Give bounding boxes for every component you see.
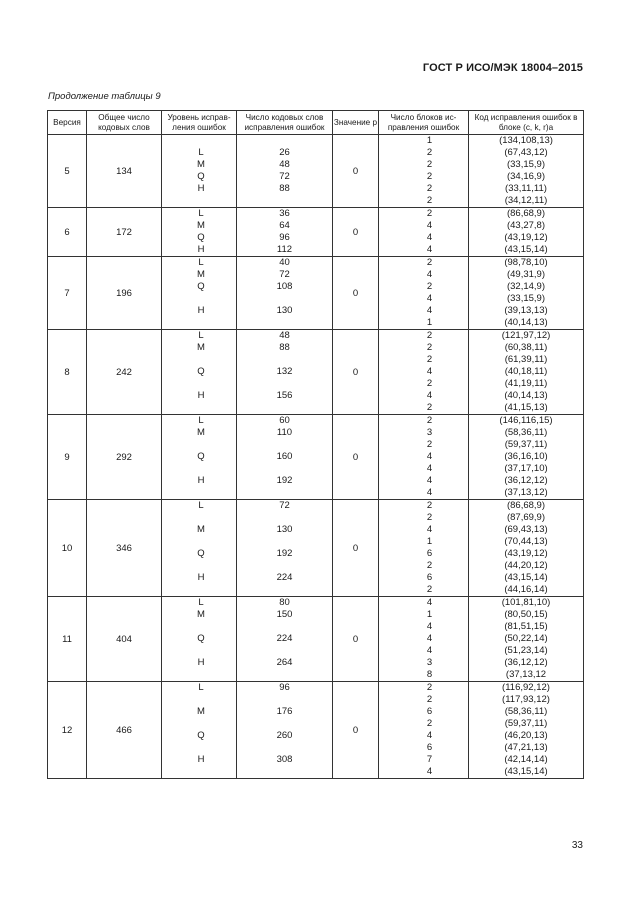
ec-level-cell-line: L [198,500,204,511]
block-code-cell [469,500,584,597]
block-code-cell-line: (47,21,13) [504,742,548,753]
block-code-cell-line: (41,15,13) [504,402,548,413]
block-code-cell-line: (59,37,11) [504,718,548,729]
block-code-cell-line: (134,108,13) [499,135,553,146]
p-value-cell: 0 [333,208,379,257]
ec-level-cell-line [166,694,236,706]
p-value-cell: 0 [333,682,379,779]
ec-level-cell-line: M [197,342,205,353]
block-code-cell [469,415,584,500]
block-count-cell-line: 1 [426,609,433,620]
block-code-cell [469,597,584,682]
ec-codewords-cell-line: 88 [279,342,290,353]
ec-level-cell-line: L [198,147,204,158]
block-code-cell-line: (87,69,9) [506,512,546,523]
ec-level-cell-line [166,439,236,451]
block-code-cell-line: (61,39,11) [504,354,548,365]
ec-codewords-cell-line: 72 [279,500,290,511]
block-count-cell [379,257,469,330]
version-cell: 8 [48,330,87,415]
block-code-cell-line: (81,51,15) [504,621,548,632]
block-code-cell-line: (43,15,14) [504,572,548,583]
ec-codewords-cell-line [237,463,332,475]
ec-level-cell-line: M [197,159,205,170]
ec-codewords-cell-line: 192 [276,475,293,486]
block-code-cell-line: (36,16,10) [504,451,548,462]
block-code-cell-line: (36,12,12) [504,657,548,668]
table-row [48,682,584,779]
block-code-cell-line: (43,15,14) [504,244,548,255]
ec-codewords-cell-line [237,135,332,147]
ec-codewords-cell-line: 130 [276,524,293,535]
ec-codewords-cell-line: 224 [276,633,293,644]
block-code-cell-line: (86,68,9) [506,500,546,511]
ec-level-cell-line [166,354,236,366]
block-count-cell-line: 4 [426,220,433,231]
table-caption: Продолжение таблицы 9 [48,91,161,102]
ec-level-cell-line [166,560,236,572]
ec-codewords-cell-line: 36 [279,208,290,219]
ec-codewords-cell-line [237,560,332,572]
block-count-cell [379,415,469,500]
block-code-cell-line: (33,15,9) [506,293,546,304]
table-row [48,208,584,257]
block-code-cell-line: (43,15,14) [504,766,548,777]
block-count-cell-line: 2 [426,500,433,511]
ec-codewords-cell [237,415,333,500]
block-code-cell-line: (36,12,12) [504,475,548,486]
block-count-cell-line: 3 [426,427,433,438]
ec-level-cell [162,597,237,682]
ec-level-cell-line [166,584,236,596]
block-count-cell-line: 2 [426,584,433,595]
ec-codewords-cell [237,682,333,779]
block-count-cell [379,597,469,682]
ec-codewords-cell-line [237,669,332,681]
ec-codewords-cell-line [237,317,332,329]
ec-level-cell-line: Q [197,548,205,559]
ec-level-cell-line: M [197,220,205,231]
block-code-cell-line: (49,31,9) [506,269,546,280]
ec-level-cell-line [166,766,236,778]
ec-codewords-cell-line: 48 [279,159,290,170]
table-row [48,257,584,330]
ec-level-cell-line: H [197,244,205,255]
block-count-cell [379,682,469,779]
ec-codewords-cell-line [237,378,332,390]
block-count-cell-line: 6 [426,548,433,559]
p-value-cell: 0 [333,330,379,415]
ec-level-cell-line: Q [197,232,205,243]
ec-level-cell-line: L [198,415,204,426]
block-code-cell-line: (44,16,14) [504,584,548,595]
block-code-cell-line: (40,18,11) [504,366,548,377]
block-code-cell-line: (58,36,11) [504,427,548,438]
p-value-cell: 0 [333,597,379,682]
block-count-cell-line: 2 [426,342,433,353]
ec-level-cell-line [166,669,236,681]
table-row [48,135,584,208]
ec-level-cell-line [166,463,236,475]
block-count-cell-line: 2 [426,208,433,219]
block-count-cell-line: 2 [426,415,433,426]
block-count-cell-line: 2 [426,378,433,389]
ec-codewords-cell-line: 40 [279,257,290,268]
p-value-cell: 0 [333,500,379,597]
block-count-cell-line: 1 [426,317,433,328]
ec-codewords-cell [237,597,333,682]
block-code-cell-line: (37,13,12) [504,487,548,498]
block-code-cell-line: (40,14,13) [504,390,548,401]
block-count-cell-line: 6 [426,572,433,583]
block-count-cell-line: 2 [426,257,433,268]
version-cell: 10 [48,500,87,597]
ec-level-cell-line: M [197,524,205,535]
ec-level-cell [162,257,237,330]
block-count-cell-line: 4 [426,366,433,377]
block-count-cell-line: 2 [426,147,433,158]
version-cell: 11 [48,597,87,682]
block-code-cell-line: (60,38,11) [504,342,548,353]
ec-level-cell-line [166,317,236,329]
block-count-cell-line: 4 [426,597,433,608]
block-code-cell-line: (34,16,9) [506,171,546,182]
ec-table [47,110,584,779]
ec-level-cell-line: L [198,208,204,219]
ec-codewords-cell-line: 72 [279,269,290,280]
ec-level-cell-line: Q [197,451,205,462]
ec-codewords-cell-line: 48 [279,330,290,341]
block-code-cell-line: (101,81,10) [501,597,551,608]
ec-codewords-cell-line: 72 [279,171,290,182]
block-code-cell-line: (50,22,14) [504,633,548,644]
ec-codewords-cell-line [237,487,332,499]
block-count-cell [379,208,469,257]
block-code-cell-line: (43,27,8) [506,220,546,231]
ec-level-cell-line: H [197,183,205,194]
ec-codewords-cell [237,500,333,597]
ec-codewords-cell-line [237,512,332,524]
block-code-cell-line: (39,13,13) [504,305,548,316]
ec-codewords-cell [237,330,333,415]
ec-level-cell-line: Q [197,633,205,644]
ec-codewords-cell-line [237,718,332,730]
version-cell: 12 [48,682,87,779]
block-code-cell-line: (116,92,12) [502,682,550,693]
version-cell: 5 [48,135,87,208]
block-count-cell-line: 4 [426,232,433,243]
block-count-cell-line: 2 [426,512,433,523]
block-code-cell [469,208,584,257]
ec-codewords-cell-line: 192 [276,548,293,559]
block-count-cell-line: 2 [426,354,433,365]
block-code-cell-line: (80,50,15) [504,609,548,620]
ec-level-cell-line: M [197,427,205,438]
ec-codewords-cell-line: 96 [279,232,290,243]
ec-level-cell-line: H [197,305,205,316]
ec-codewords-cell [237,135,333,208]
col-header-ec-level: Уровень исправления ошибок [162,111,237,135]
block-count-cell [379,135,469,208]
block-count-cell-line: 3 [426,657,433,668]
ec-level-cell-line: L [198,682,204,693]
col-header-total-codewords: Общее число кодовых слов [87,111,162,135]
block-count-cell-line: 8 [426,669,433,680]
block-code-cell-line: (121,97,12) [501,330,551,341]
ec-level-cell-line: Q [197,281,205,292]
block-count-cell-line: 2 [426,183,433,194]
block-code-cell-line: (86,68,9) [506,208,546,219]
block-count-cell-line: 2 [426,718,433,729]
ec-level-cell [162,415,237,500]
block-count-cell [379,330,469,415]
ec-level-cell-line: H [197,475,205,486]
ec-level-cell-line [166,293,236,305]
ec-codewords-cell-line [237,536,332,548]
total-codewords-cell: 404 [87,597,162,682]
ec-codewords-cell-line [237,439,332,451]
block-count-cell-line: 1 [426,536,433,547]
block-count-cell-line: 4 [426,269,433,280]
block-code-cell [469,135,584,208]
table-row [48,500,584,597]
ec-codewords-cell-line [237,584,332,596]
block-count-cell-line: 4 [426,390,433,401]
ec-codewords-cell-line: 176 [276,706,293,717]
total-codewords-cell: 242 [87,330,162,415]
ec-codewords-cell-line [237,293,332,305]
total-codewords-cell: 172 [87,208,162,257]
block-count-cell-line: 2 [426,402,433,413]
version-cell: 6 [48,208,87,257]
ec-level-cell-line [166,512,236,524]
block-count-cell-line: 4 [426,766,433,777]
ec-level-cell-line [166,402,236,414]
block-code-cell-line: (98,78,10) [504,257,548,268]
ec-codewords-cell-line [237,354,332,366]
ec-codewords-cell-line [237,766,332,778]
col-header-version: Версия [48,111,87,135]
ec-level-cell-line: Q [197,171,205,182]
ec-codewords-cell-line: 150 [276,609,293,620]
block-code-cell-line: (33,11,11) [505,183,547,194]
block-count-cell [379,500,469,597]
block-count-cell-line: 2 [426,682,433,693]
ec-codewords-cell-line: 110 [276,427,293,438]
ec-level-cell-line: L [198,597,204,608]
block-code-cell-line: (43,19,12) [504,548,548,559]
block-count-cell-line: 4 [426,305,433,316]
ec-codewords-cell-line [237,402,332,414]
table-row [48,415,584,500]
ec-level-cell-line: H [197,657,205,668]
block-count-cell-line: 7 [426,754,433,765]
ec-codewords-cell-line: 224 [276,572,293,583]
block-code-cell-line: (34,12,11) [504,195,548,206]
ec-level-cell-line: M [197,269,205,280]
block-count-cell-line: 4 [426,645,433,656]
ec-codewords-cell-line [237,694,332,706]
ec-level-cell [162,208,237,257]
ec-level-cell-line [166,536,236,548]
ec-codewords-cell-line: 264 [276,657,293,668]
block-code-cell-line: (70,44,13) [504,536,548,547]
ec-level-cell [162,500,237,597]
block-count-cell-line: 2 [426,281,433,292]
table-row [48,597,584,682]
block-count-cell-line: 6 [426,706,433,717]
ec-codewords-cell-line: 108 [276,281,293,292]
ec-level-cell-line: L [198,257,204,268]
ec-level-cell-line: L [198,330,204,341]
ec-codewords-cell-line: 132 [276,366,293,377]
ec-codewords-cell-line: 308 [276,754,293,765]
ec-level-cell-line [166,487,236,499]
block-count-cell-line: 6 [426,742,433,753]
block-count-cell-line: 2 [426,694,433,705]
ec-codewords-cell-line: 260 [276,730,293,741]
ec-level-cell-line: Q [197,366,205,377]
ec-codewords-cell [237,257,333,330]
total-codewords-cell: 292 [87,415,162,500]
block-code-cell-line: (43,19,12) [504,232,548,243]
version-cell: 7 [48,257,87,330]
ec-codewords-cell-line: 60 [279,415,290,426]
ec-codewords-cell-line: 156 [276,390,293,401]
block-count-cell-line: 4 [426,293,433,304]
ec-level-cell-line [166,135,236,147]
block-count-cell-line: 2 [426,159,433,170]
ec-level-cell-line [166,378,236,390]
block-code-cell-line: (46,20,13) [504,730,548,741]
ec-codewords-cell-line: 26 [279,147,290,158]
block-count-cell-line: 2 [426,330,433,341]
ec-level-cell-line [166,718,236,730]
block-code-cell-line: (51,23,14) [504,645,548,656]
block-code-cell-line: (33,15,9) [506,159,546,170]
ec-level-cell [162,135,237,208]
block-code-cell-line: (37,13,12 [505,669,547,680]
block-count-cell-line: 2 [426,195,433,206]
block-code-cell-line: (37,17,10) [504,463,548,474]
version-cell: 9 [48,415,87,500]
block-count-cell-line: 4 [426,524,433,535]
block-count-cell-line: 2 [426,171,433,182]
p-value-cell: 0 [333,257,379,330]
block-count-cell-line: 4 [426,487,433,498]
ec-codewords-cell [237,208,333,257]
block-count-cell-line: 4 [426,475,433,486]
ec-codewords-cell-line [237,621,332,633]
block-code-cell-line: (67,43,12) [504,147,548,158]
block-code-cell-line: (117,93,12) [502,694,550,705]
ec-level-cell [162,682,237,779]
p-value-cell: 0 [333,135,379,208]
ec-codewords-cell-line: 64 [279,220,290,231]
col-header-block-count: Число блоков исправления ошибок [379,111,469,135]
block-code-cell-line: (44,20,12) [504,560,548,571]
block-count-cell-line: 4 [426,730,433,741]
block-code-cell-line: (41,19,11) [504,378,548,389]
ec-level-cell-line [166,621,236,633]
table-header-row [48,111,584,135]
page-number: 33 [571,840,583,851]
block-code-cell-line: (40,14,13) [504,317,548,328]
ec-codewords-cell-line: 160 [276,451,293,462]
ec-level-cell-line: H [197,754,205,765]
p-value-cell: 0 [333,415,379,500]
ec-level-cell [162,330,237,415]
ec-codewords-cell-line [237,195,332,207]
block-code-cell-line: (59,37,11) [504,439,548,450]
block-count-cell-line: 2 [426,560,433,571]
block-code-cell-line: (42,14,14) [504,754,548,765]
col-header-ec-codewords: Число кодовых слов исправления ошибок [237,111,333,135]
ec-level-cell-line [166,645,236,657]
ec-level-cell-line [166,195,236,207]
block-count-cell-line: 4 [426,621,433,632]
block-code-cell-line: (32,14,9) [506,281,546,292]
ec-level-cell-line: M [197,609,205,620]
block-count-cell-line: 1 [426,135,433,146]
total-codewords-cell: 346 [87,500,162,597]
standard-designation: ГОСТ Р ИСО/МЭК 18004–2015 [422,62,583,74]
total-codewords-cell: 134 [87,135,162,208]
ec-level-cell-line: Q [197,730,205,741]
ec-codewords-cell-line: 112 [276,244,293,255]
ec-level-cell-line: H [197,572,205,583]
ec-codewords-cell-line: 96 [279,682,290,693]
ec-codewords-cell-line [237,645,332,657]
block-code-cell-line: (58,36,11) [504,706,548,717]
col-header-p-value: Значение p [333,111,379,135]
ec-level-cell-line: H [197,390,205,401]
block-code-cell-line: (146,116,15) [499,415,553,426]
ec-level-cell-line: M [197,706,205,717]
block-count-cell-line: 4 [426,244,433,255]
ec-codewords-cell-line: 80 [279,597,290,608]
ec-codewords-cell-line: 88 [279,183,290,194]
block-count-cell-line: 2 [426,439,433,450]
block-code-cell [469,257,584,330]
total-codewords-cell: 196 [87,257,162,330]
table-body [48,135,584,779]
table-row [48,330,584,415]
block-code-cell [469,330,584,415]
ec-codewords-cell-line [237,742,332,754]
block-code-cell-line: (69,43,13) [504,524,548,535]
block-count-cell-line: 4 [426,463,433,474]
block-count-cell-line: 4 [426,633,433,644]
ec-codewords-cell-line: 130 [276,305,293,316]
block-count-cell-line: 4 [426,451,433,462]
block-code-cell [469,682,584,779]
total-codewords-cell: 466 [87,682,162,779]
ec-level-cell-line [166,742,236,754]
col-header-block-code: Код исправления ошибок в блоке (c, k, r)a [469,111,584,135]
